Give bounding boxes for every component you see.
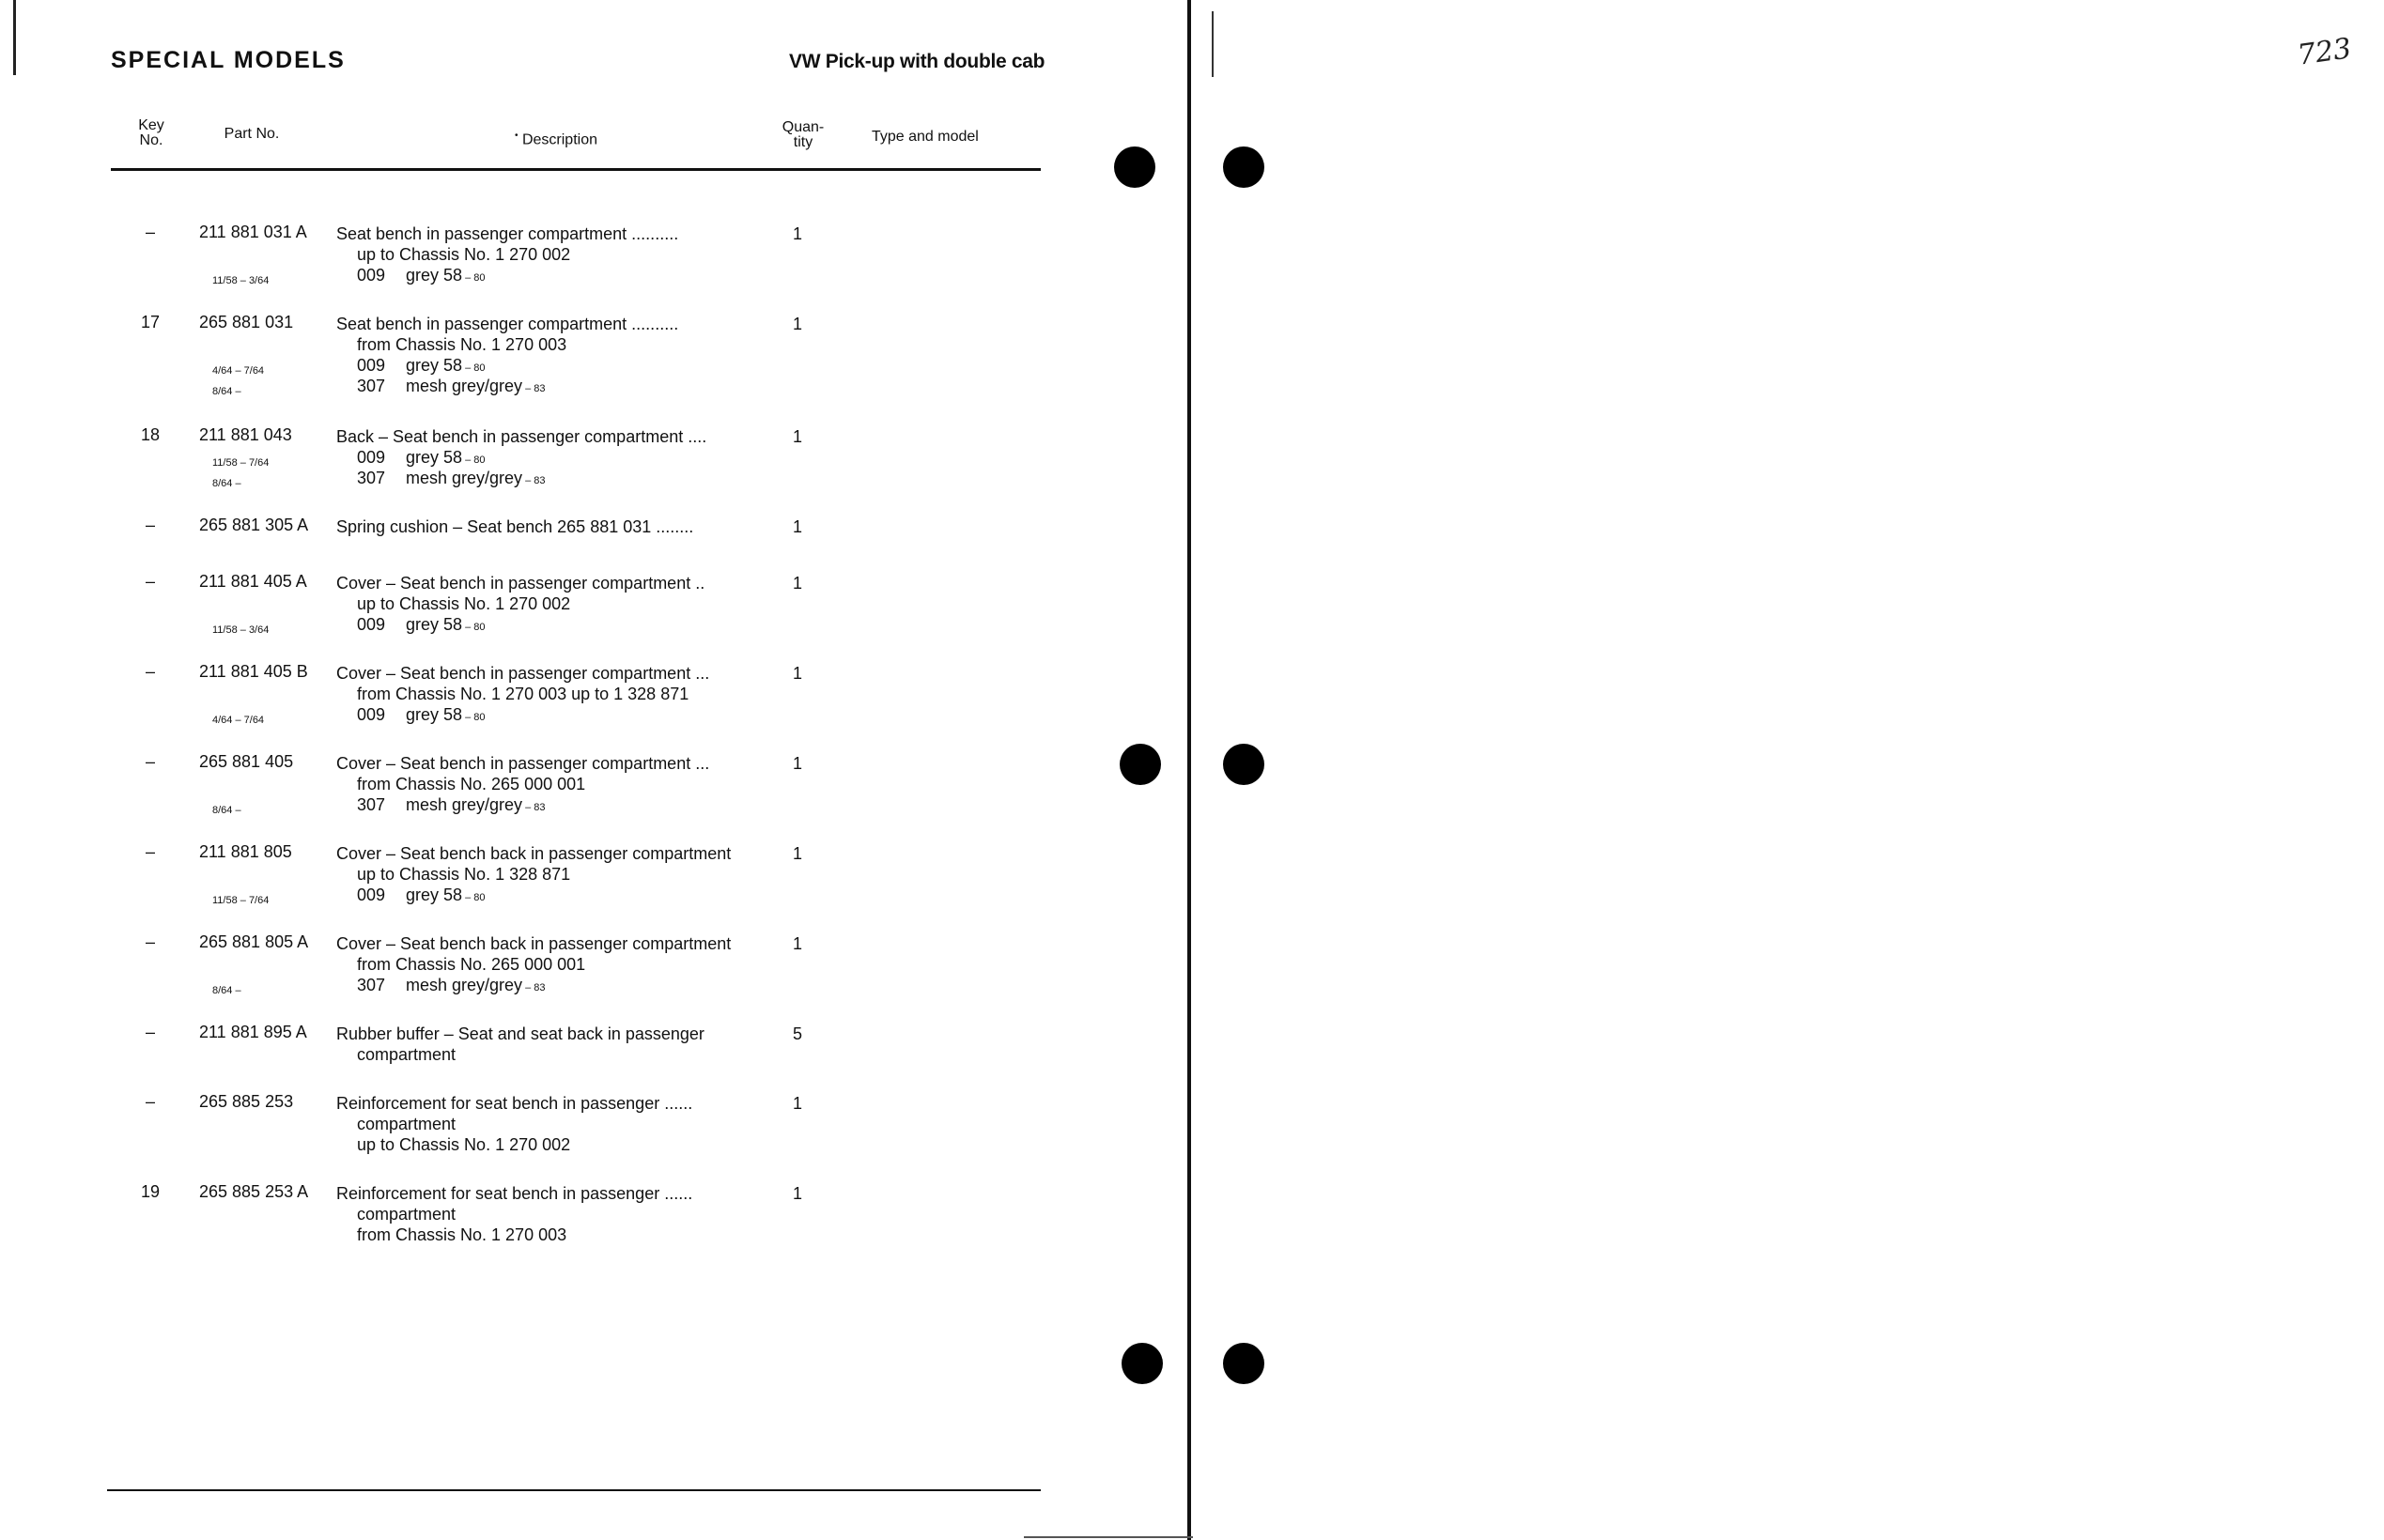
punch-hole	[1223, 744, 1264, 785]
column-header-key-line2: No.	[139, 132, 163, 148]
description-detail	[357, 704, 486, 728]
model-title: VW Pick-up with double cab	[789, 51, 1045, 72]
part-number: 211 881 805	[199, 842, 292, 861]
detail-text: compartment	[357, 1045, 457, 1064]
column-header-type-model: Type and model	[872, 129, 979, 145]
description: Cover – Seat bench in passenger compartment ..	[336, 574, 705, 593]
key-number: –	[145, 842, 155, 861]
punch-hole	[1122, 1343, 1163, 1384]
quantity: 1	[792, 517, 802, 536]
column-header-key-line1: Key	[138, 117, 164, 133]
description-detail	[357, 1224, 566, 1245]
description: Cover – Seat bench in passenger compartment ...	[336, 754, 710, 773]
column-header-quantity-line2: tity	[793, 134, 813, 150]
trim-mark: – 80	[462, 362, 486, 374]
column-header-quantity-line1: Quan-	[782, 119, 825, 135]
description-detail	[357, 593, 570, 614]
trim-mark: – 80	[462, 892, 486, 903]
key-number: –	[145, 1023, 155, 1041]
key-number: 18	[140, 425, 161, 444]
column-header-part: Part No.	[224, 126, 280, 142]
quantity: 1	[792, 224, 802, 243]
key-number: 17	[140, 313, 161, 331]
detail-text: compartment	[357, 1205, 457, 1224]
trim-mark: – 80	[462, 454, 486, 466]
description-detail	[357, 864, 570, 885]
quantity: 1	[792, 934, 802, 953]
description-detail	[357, 954, 585, 975]
colour-code: 307	[357, 377, 386, 395]
detail-text: grey 58	[406, 886, 463, 904]
center-binding-line	[1187, 0, 1191, 1540]
key-number: 19	[140, 1182, 161, 1201]
description-detail	[357, 1114, 456, 1134]
quantity: 5	[792, 1024, 802, 1043]
punch-hole	[1223, 146, 1264, 188]
punch-hole	[1114, 146, 1155, 188]
detail-text: mesh grey/grey	[406, 469, 523, 487]
colour-code: 009	[357, 356, 386, 375]
colour-code: 009	[357, 705, 386, 724]
detail-text: mesh grey/grey	[406, 976, 523, 994]
part-number: 211 881 895 A	[199, 1023, 307, 1041]
date-range: 8/64 –	[212, 386, 241, 397]
colour-code: 307	[357, 976, 386, 994]
description-detail	[357, 1134, 570, 1155]
description-detail	[357, 684, 689, 704]
description-detail	[357, 468, 546, 491]
part-number: 265 885 253	[199, 1092, 294, 1111]
column-header-description-mark: •	[515, 131, 519, 141]
detail-text: up to Chassis No. 1 328 871	[357, 865, 571, 884]
description-detail	[357, 1044, 456, 1065]
description-detail	[357, 244, 570, 265]
date-range: 11/58 – 7/64	[212, 895, 270, 906]
description: Cover – Seat bench back in passenger compartment	[336, 844, 732, 863]
description: Seat bench in passenger compartment ..........	[336, 315, 679, 333]
description-detail	[357, 265, 486, 288]
trim-mark: – 80	[462, 712, 486, 723]
part-number: 265 885 253 A	[199, 1182, 309, 1201]
trim-mark: – 80	[462, 622, 486, 633]
quantity: 1	[792, 1184, 802, 1203]
key-number: –	[145, 662, 155, 681]
description: Reinforcement for seat bench in passenger ......	[336, 1184, 693, 1203]
description-detail	[357, 376, 546, 399]
detail-text: grey 58	[406, 356, 463, 375]
quantity: 1	[792, 574, 802, 593]
quantity: 1	[792, 754, 802, 773]
detail-text: mesh grey/grey	[406, 795, 523, 814]
date-range: 8/64 –	[212, 985, 241, 996]
date-range: 11/58 – 3/64	[212, 624, 270, 636]
description-detail	[357, 794, 546, 818]
quantity: 1	[792, 844, 802, 863]
part-number: 211 881 031 A	[199, 223, 307, 241]
description: Cover – Seat bench in passenger compartment ...	[336, 664, 710, 683]
trim-mark: – 83	[522, 982, 546, 993]
detail-text: grey 58	[406, 448, 463, 467]
right-binding-mark	[1212, 11, 1214, 77]
colour-code: 009	[357, 448, 386, 467]
description-detail	[357, 1204, 456, 1224]
key-number: –	[145, 932, 155, 951]
detail-text: grey 58	[406, 705, 463, 724]
column-header-description-label: Description	[521, 131, 597, 148]
date-range: 8/64 –	[212, 478, 241, 489]
description: Back – Seat bench in passenger compartment ....	[336, 427, 707, 446]
part-number: 211 881 043	[199, 425, 292, 444]
colour-code: 009	[357, 886, 386, 904]
key-number: –	[145, 572, 155, 591]
colour-code: 307	[357, 469, 386, 487]
part-number: 211 881 405 A	[199, 572, 307, 591]
trim-mark: – 83	[522, 475, 546, 486]
detail-text: up to Chassis No. 1 270 002	[357, 245, 571, 264]
trim-mark: – 80	[462, 272, 486, 284]
key-number: –	[145, 223, 155, 241]
date-range: 4/64 – 7/64	[212, 715, 265, 726]
description: Spring cushion – Seat bench 265 881 031 ........	[336, 517, 694, 536]
detail-text: from Chassis No. 1 270 003	[357, 335, 567, 354]
parts-list	[0, 0, 1043, 1484]
description-detail	[357, 975, 546, 998]
page-number: 723	[2295, 32, 2354, 72]
trim-mark: – 83	[522, 802, 546, 813]
colour-code: 009	[357, 266, 386, 285]
description-detail	[357, 885, 486, 908]
detail-text: up to Chassis No. 1 270 002	[357, 594, 571, 613]
detail-text: from Chassis No. 265 000 001	[357, 955, 586, 974]
punch-hole	[1223, 1343, 1264, 1384]
detail-text: mesh grey/grey	[406, 377, 523, 395]
footer-rule	[107, 1489, 1041, 1491]
date-range: 11/58 – 7/64	[212, 457, 270, 469]
bottom-edge-line	[1024, 1536, 1193, 1538]
part-number: 265 881 305 A	[199, 516, 309, 534]
detail-text: up to Chassis No. 1 270 002	[357, 1135, 571, 1154]
description: Reinforcement for seat bench in passenger ......	[336, 1094, 693, 1113]
quantity: 1	[792, 427, 802, 446]
date-range: 11/58 – 3/64	[212, 275, 270, 286]
key-number: –	[145, 752, 155, 771]
part-number: 265 881 031	[199, 313, 294, 331]
section-title: SPECIAL MODELS	[111, 47, 346, 73]
part-number: 265 881 405	[199, 752, 294, 771]
part-number: 211 881 405 B	[199, 662, 308, 681]
description: Rubber buffer – Seat and seat back in passenger	[336, 1024, 704, 1043]
colour-code: 009	[357, 615, 386, 634]
description: Seat bench in passenger compartment ..........	[336, 224, 679, 243]
date-range: 4/64 – 7/64	[212, 365, 265, 377]
detail-text: from Chassis No. 1 270 003 up to 1 328 871	[357, 685, 689, 703]
key-number: –	[145, 1092, 155, 1111]
part-number: 265 881 805 A	[199, 932, 309, 951]
punch-hole	[1120, 744, 1161, 785]
description-detail	[357, 334, 566, 355]
description-detail	[357, 774, 585, 794]
detail-text: from Chassis No. 265 000 001	[357, 775, 586, 793]
description-detail	[357, 614, 486, 638]
left-edge-mark	[13, 0, 16, 75]
quantity: 1	[792, 1094, 802, 1113]
detail-text: grey 58	[406, 266, 463, 285]
detail-text: grey 58	[406, 615, 463, 634]
trim-mark: – 83	[522, 383, 546, 394]
date-range: 8/64 –	[212, 805, 241, 816]
key-number: –	[145, 516, 155, 534]
detail-text: compartment	[357, 1115, 457, 1133]
detail-text: from Chassis No. 1 270 003	[357, 1225, 567, 1244]
quantity: 1	[792, 315, 802, 333]
quantity: 1	[792, 664, 802, 683]
colour-code: 307	[357, 795, 386, 814]
description: Cover – Seat bench back in passenger compartment	[336, 934, 732, 953]
